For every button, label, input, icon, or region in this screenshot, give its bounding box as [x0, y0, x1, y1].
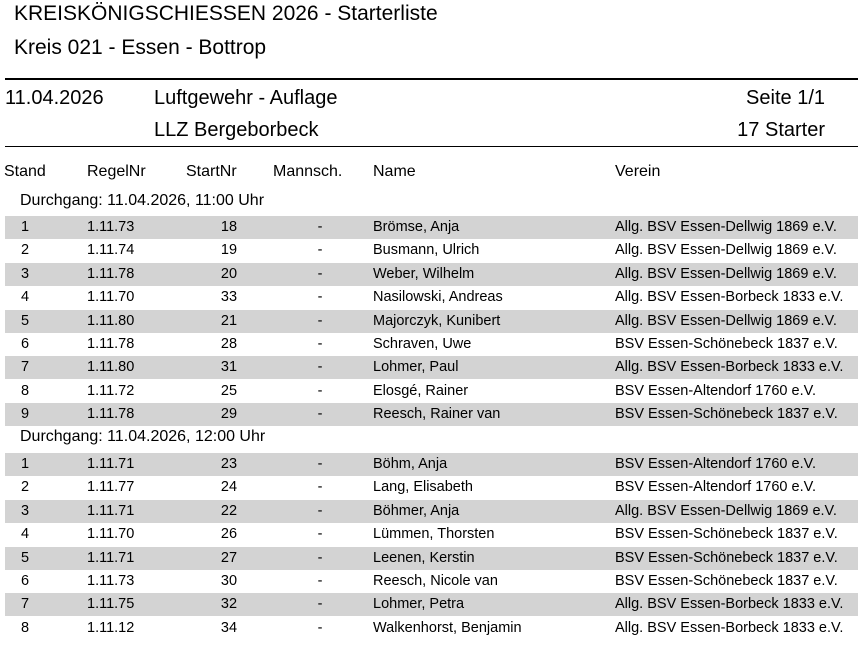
cell-verein: Allg. BSV Essen-Borbeck 1833 e.V. — [615, 596, 844, 613]
cell-stand: 2 — [21, 479, 30, 496]
table-row — [5, 547, 858, 570]
cell-stand: 1 — [21, 456, 30, 472]
cell-regelnr: 1.11.71 — [87, 456, 135, 472]
cell-verein: BSV Essen-Schönebeck 1837 e.V. — [615, 336, 838, 352]
column-header-stand: Stand — [4, 163, 46, 180]
cell-mannsch: - — [317, 359, 323, 376]
cell-mannsch: - — [317, 479, 323, 496]
event-venue: LLZ Bergeborbeck — [154, 119, 319, 141]
cell-stand: 3 — [21, 502, 30, 519]
session-heading: Durchgang: 11.04.2026, 12:00 Uhr — [20, 428, 266, 445]
cell-startnr: 20 — [220, 265, 238, 282]
cell-name: Weber, Wilhelm — [373, 265, 475, 282]
cell-stand: 4 — [21, 526, 30, 543]
cell-name: Walkenhorst, Benjamin — [373, 619, 522, 636]
table-row — [5, 333, 858, 356]
column-header-regelnr: RegelNr — [87, 163, 146, 180]
cell-mannsch: - — [317, 619, 323, 636]
cell-regelnr: 1.11.74 — [87, 242, 135, 259]
event-discipline: Luftgewehr - Auflage — [154, 87, 338, 109]
cell-verein: BSV Essen-Schönebeck 1837 e.V. — [615, 526, 838, 543]
table-row — [5, 356, 858, 379]
cell-name: Böhm, Anja — [373, 456, 448, 472]
table-row — [5, 570, 858, 593]
cell-name: Schraven, Uwe — [373, 336, 472, 352]
cell-stand: 6 — [21, 573, 30, 589]
cell-regelnr: 1.11.78 — [87, 336, 135, 352]
cell-startnr: 24 — [220, 479, 238, 496]
cell-verein: Allg. BSV Essen-Dellwig 1869 e.V. — [615, 312, 837, 329]
cell-regelnr: 1.11.78 — [87, 265, 135, 282]
cell-startnr: 34 — [220, 619, 238, 636]
cell-name: Brömse, Anja — [373, 219, 460, 235]
cell-verein: Allg. BSV Essen-Borbeck 1833 e.V. — [615, 619, 844, 636]
cell-regelnr: 1.11.73 — [87, 573, 135, 589]
table-row — [5, 286, 858, 309]
table-row — [5, 239, 858, 262]
cell-regelnr: 1.11.77 — [87, 479, 135, 496]
table-row — [5, 453, 858, 476]
cell-verein: Allg. BSV Essen-Borbeck 1833 e.V. — [615, 289, 844, 306]
cell-mannsch: - — [317, 382, 323, 399]
cell-regelnr: 1.11.72 — [87, 382, 135, 399]
cell-startnr: 21 — [220, 312, 238, 329]
cell-mannsch: - — [317, 219, 323, 235]
cell-startnr: 18 — [220, 219, 238, 235]
cell-stand: 4 — [21, 289, 30, 306]
cell-verein: Allg. BSV Essen-Dellwig 1869 e.V. — [615, 502, 837, 519]
cell-name: Majorczyk, Kunibert — [373, 312, 501, 329]
cell-startnr: 30 — [220, 573, 238, 589]
cell-startnr: 31 — [220, 359, 238, 376]
cell-name: Lohmer, Paul — [373, 359, 459, 376]
cell-regelnr: 1.11.70 — [87, 289, 135, 306]
table-row — [5, 500, 858, 523]
table-row — [5, 263, 858, 286]
cell-startnr: 28 — [220, 336, 238, 352]
table-row — [5, 523, 858, 546]
cell-regelnr: 1.11.71 — [87, 502, 135, 519]
cell-mannsch: - — [317, 502, 323, 519]
cell-name: Busmann, Ulrich — [373, 242, 480, 259]
cell-mannsch: - — [317, 573, 323, 589]
cell-verein: BSV Essen-Schönebeck 1837 e.V. — [615, 573, 838, 589]
cell-name: Elosgé, Rainer — [373, 382, 469, 399]
document-title: KREISKÖNIGSCHIESSEN 2026 - Starterliste — [14, 2, 438, 25]
document-subtitle: Kreis 021 - Essen - Bottrop — [14, 36, 267, 59]
cell-mannsch: - — [317, 289, 323, 306]
cell-mannsch: - — [317, 406, 323, 423]
cell-regelnr: 1.11.73 — [87, 219, 135, 235]
cell-stand: 6 — [21, 336, 30, 352]
cell-startnr: 22 — [220, 502, 238, 519]
cell-startnr: 26 — [220, 526, 238, 543]
page-number: Seite 1/1 — [746, 87, 825, 109]
top-divider — [5, 78, 858, 80]
table-row — [5, 617, 858, 640]
cell-startnr: 27 — [220, 549, 238, 566]
cell-name: Reesch, Rainer van — [373, 406, 501, 423]
cell-stand: 5 — [21, 312, 30, 329]
event-date: 11.04.2026 — [5, 87, 104, 109]
cell-startnr: 19 — [220, 242, 238, 259]
cell-mannsch: - — [317, 242, 323, 259]
cell-verein: BSV Essen-Schönebeck 1837 e.V. — [615, 406, 838, 423]
cell-startnr: 23 — [220, 456, 238, 472]
cell-mannsch: - — [317, 336, 323, 352]
cell-stand: 7 — [21, 596, 30, 613]
cell-startnr: 25 — [220, 382, 238, 399]
cell-verein: Allg. BSV Essen-Dellwig 1869 e.V. — [615, 219, 837, 235]
cell-mannsch: - — [317, 526, 323, 543]
cell-startnr: 32 — [220, 596, 238, 613]
cell-mannsch: - — [317, 312, 323, 329]
cell-verein: Allg. BSV Essen-Dellwig 1869 e.V. — [615, 242, 837, 259]
cell-regelnr: 1.11.80 — [87, 312, 135, 329]
cell-mannsch: - — [317, 596, 323, 613]
starter-count: 17 Starter — [737, 119, 825, 141]
cell-stand: 1 — [21, 219, 30, 235]
cell-regelnr: 1.11.70 — [87, 526, 135, 543]
cell-name: Leenen, Kerstin — [373, 549, 475, 566]
table-row — [5, 310, 858, 333]
cell-regelnr: 1.11.71 — [87, 549, 135, 566]
cell-name: Reesch, Nicole van — [373, 573, 498, 589]
cell-regelnr: 1.11.75 — [87, 596, 135, 613]
column-header-startnr: StartNr — [186, 163, 237, 180]
cell-verein: BSV Essen-Altendorf 1760 e.V. — [615, 382, 816, 399]
cell-verein: BSV Essen-Schönebeck 1837 e.V. — [615, 549, 838, 566]
cell-mannsch: - — [317, 456, 323, 472]
session-heading: Durchgang: 11.04.2026, 11:00 Uhr — [20, 192, 265, 209]
cell-verein: BSV Essen-Altendorf 1760 e.V. — [615, 456, 816, 472]
table-row — [5, 593, 858, 616]
cell-mannsch: - — [317, 265, 323, 282]
cell-stand: 8 — [21, 619, 30, 636]
cell-name: Lümmen, Thorsten — [373, 526, 495, 543]
cell-verein: BSV Essen-Altendorf 1760 e.V. — [615, 479, 816, 496]
cell-name: Lang, Elisabeth — [373, 479, 473, 496]
cell-startnr: 33 — [220, 289, 238, 306]
cell-verein: Allg. BSV Essen-Borbeck 1833 e.V. — [615, 359, 844, 376]
cell-regelnr: 1.11.80 — [87, 359, 135, 376]
cell-verein: Allg. BSV Essen-Dellwig 1869 e.V. — [615, 265, 837, 282]
cell-name: Nasilowski, Andreas — [373, 289, 503, 306]
header-divider — [5, 146, 858, 147]
cell-stand: 2 — [21, 242, 30, 259]
cell-regelnr: 1.11.78 — [87, 406, 135, 423]
table-row — [5, 476, 858, 499]
table-row — [5, 380, 858, 403]
cell-name: Lohmer, Petra — [373, 596, 465, 613]
cell-stand: 5 — [21, 549, 30, 566]
cell-stand: 9 — [21, 406, 30, 423]
cell-name: Böhmer, Anja — [373, 502, 460, 519]
cell-mannsch: - — [317, 549, 323, 566]
cell-stand: 3 — [21, 265, 30, 282]
column-header-verein: Verein — [615, 163, 661, 180]
column-header-name: Name — [373, 163, 416, 180]
cell-stand: 8 — [21, 382, 30, 399]
table-row — [5, 216, 858, 239]
table-row — [5, 403, 858, 426]
cell-regelnr: 1.11.12 — [87, 619, 135, 636]
cell-startnr: 29 — [220, 406, 238, 423]
cell-stand: 7 — [21, 359, 30, 376]
column-header-mannsch: Mannsch. — [273, 163, 343, 180]
